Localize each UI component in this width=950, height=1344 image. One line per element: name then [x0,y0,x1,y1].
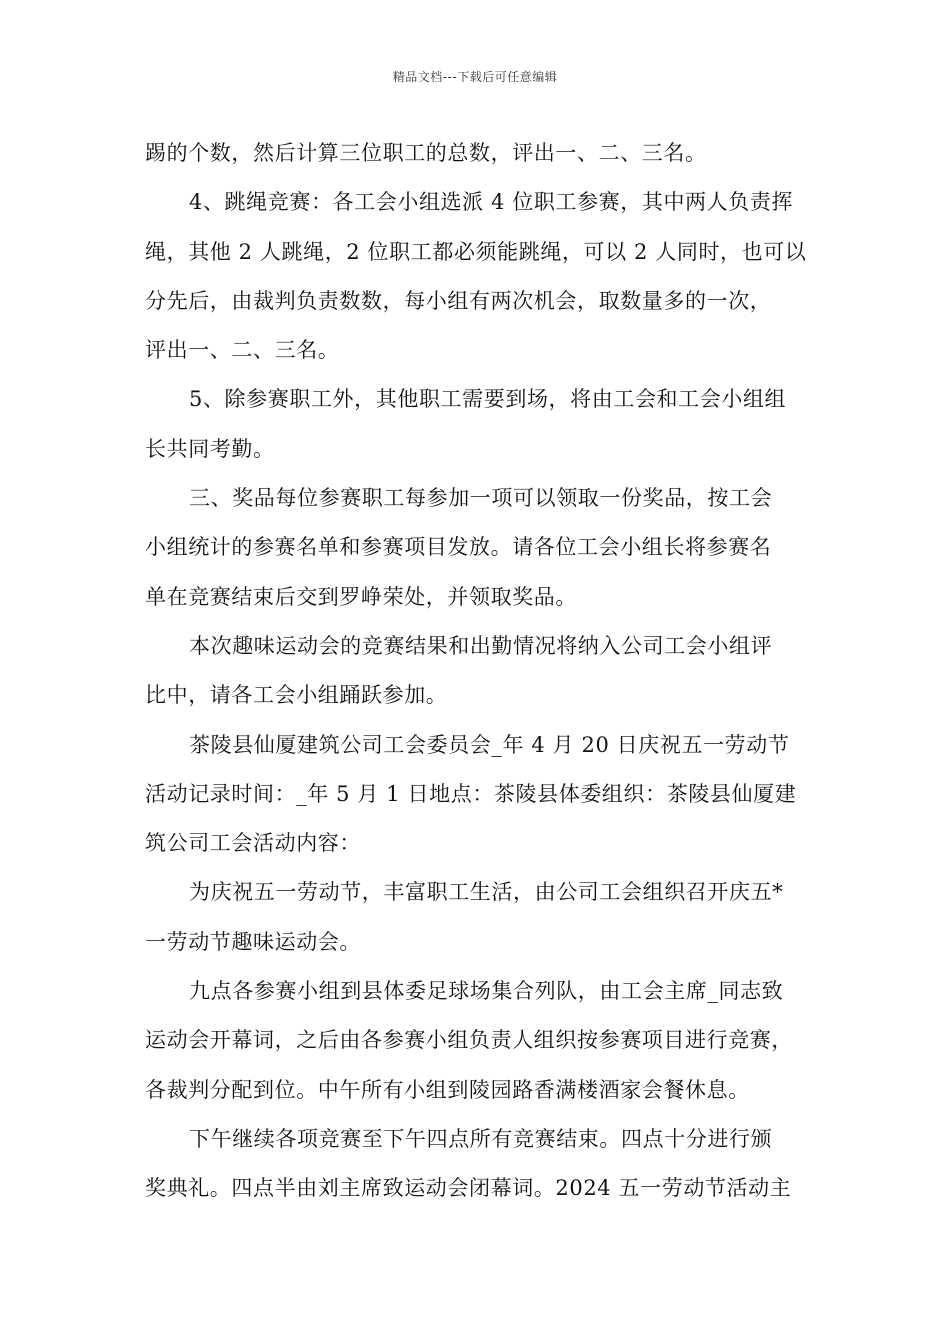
text-line: 小组统计的参赛名单和参赛项目发放。请各位工会小组长将参赛名 [145,535,772,560]
text-line: 踢的个数，然后计算三位职工的总数，评出一、二、三名。 [145,141,707,165]
text-line: 5、除参赛职工外，其他职工需要到场，将由工会和工会小组组 [189,387,787,412]
text-line: 绳，其他 2 人跳绳，2 位职工都必须能跳绳，可以 2 人同时，也可以 [145,239,807,264]
text-line: 筑公司工会活动内容： [145,831,361,856]
document-body [145,129,810,1214]
text-line: 为庆祝五一劳动节，丰富职工生活，由公司工会组织召开庆五* [189,880,784,905]
text-line: 分先后，由裁判负责数数，每小组有两次机会，取数量多的一次， [145,288,772,313]
text-line: 长共同考勤。 [145,436,275,461]
text-line: 下午继续各项竞赛至下午四点所有竞赛结束。四点十分进行颁 [189,1126,773,1151]
text-line: 评出一、二、三名。 [145,338,340,363]
text-line: 4、跳绳竞赛：各工会小组选派 4 位职工参赛，其中两人负责挥 [189,190,794,215]
text-line: 茶陵县仙厦建筑公司工会委员会_年 4 月 20 日庆祝五一劳动节 [189,732,790,757]
text-line: 九点各参赛小组到县体委足球场集合列队，由工会主席_同志致 [189,979,784,1004]
text-line: 本次趣味运动会的竞赛结果和出勤情况将纳入公司工会小组评 [189,633,773,658]
text-line: 奖典礼。四点半由刘主席致运动会闭幕词。2024 五一劳动节活动主 [145,1176,792,1201]
text-line: 各裁判分配到位。中午所有小组到陵园路香满楼酒家会餐休息。 [145,1077,750,1102]
text-line: 单在竞赛结束后交到罗峥荣处，并领取奖品。 [145,584,577,609]
page-header: 精品文档---下载后可任意编辑 [392,70,558,84]
text-line: 一劳动节趣味运动会。 [145,929,361,954]
text-line: 比中，请各工会小组踊跃参加。 [145,683,448,708]
text-line: 三、奖品每位参赛职工每参加一项可以领取一份奖品，按工会 [189,486,773,511]
text-line: 运动会开幕词，之后由各参赛小组负责人组织按参赛项目进行竞赛， [145,1028,793,1053]
text-line: 活动记录时间：_年 5 月 1 日地点：茶陵县体委组织：茶陵县仙厦建 [145,781,797,806]
